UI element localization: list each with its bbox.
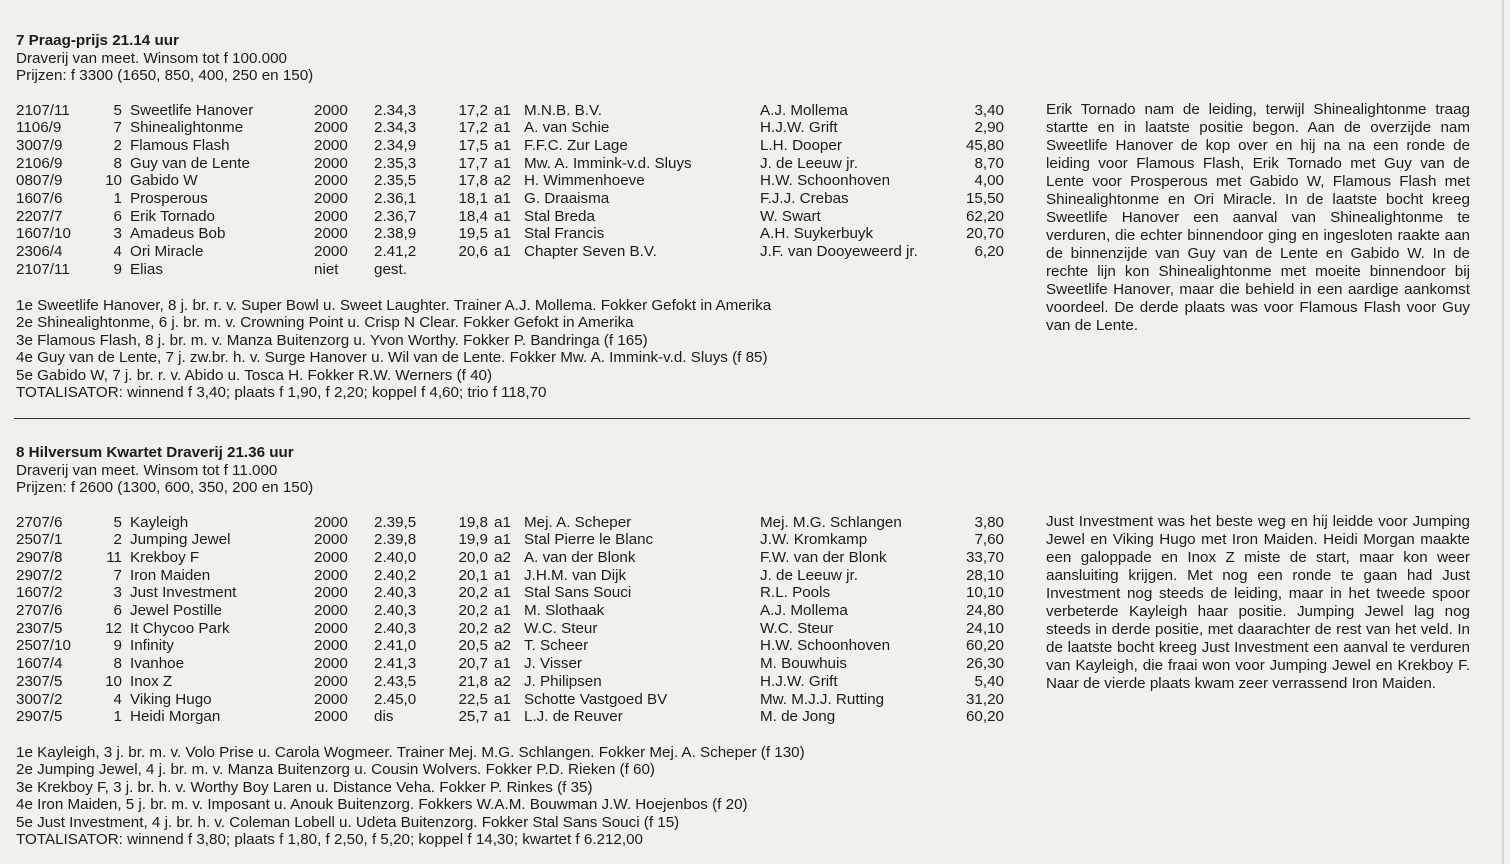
cell-dist: 2000 [314, 513, 348, 531]
cell-odds: 5,40 [974, 672, 1004, 690]
result-row [16, 514, 1004, 532]
cell-dist: 2000 [314, 584, 348, 602]
cell-start: a1 [494, 602, 511, 620]
cell-km: 17,8 [458, 172, 488, 190]
cell-dist: 2000 [314, 602, 348, 620]
cell-driver: R.L. Pools [760, 584, 831, 602]
cell-start: a1 [494, 225, 511, 243]
cell-time: 2.40,0 [374, 548, 417, 566]
cell-date: 2507/1 [16, 531, 63, 549]
cell-name: Prosperous [130, 190, 208, 208]
cell-num: 12 [105, 619, 122, 637]
cell-driver: J.W. Kromkamp [760, 531, 868, 549]
cell-driver: H.W. Schoonhoven [760, 637, 891, 655]
cell-km: 20,2 [458, 584, 488, 602]
cell-owner: M. Slothaak [524, 602, 605, 620]
cell-start: a1 [494, 708, 511, 726]
cell-km: 20,0 [458, 548, 488, 566]
cell-km: 17,2 [458, 119, 488, 137]
cell-time: 2.41,2 [374, 243, 417, 261]
cell-start: a1 [494, 101, 511, 119]
cell-date: 1607/10 [16, 225, 71, 243]
cell-owner: A. van Schie [524, 119, 610, 137]
result-row [16, 620, 1004, 638]
placing-note: 1e Sweetlife Hanover, 8 j. br. r. v. Super Bowl u. Sweet Laughter. Trainer A.J. Mollema. Fokker Gefokt in Amerika [16, 296, 772, 314]
cell-time: 2.38,9 [374, 225, 417, 243]
cell-driver: A.J. Mollema [760, 602, 848, 620]
cell-dist: 2000 [314, 619, 348, 637]
page-edge [1502, 0, 1504, 864]
cell-name: Jumping Jewel [130, 531, 231, 549]
cell-date: 1607/6 [16, 190, 63, 208]
cell-dist: 2000 [314, 119, 348, 137]
cell-start: a2 [494, 637, 511, 655]
cell-owner: Schotte Vastgoed BV [524, 690, 668, 708]
cell-date: 1106/9 [16, 119, 62, 137]
result-row [16, 261, 1004, 279]
placing-note: 2e Jumping Jewel, 4 j. br. m. v. Manza Buitenzorg u. Cousin Wolvers. Fokker P.D. Rieken (f 60) [16, 761, 655, 779]
cell-num: 3 [113, 225, 122, 243]
section-divider [14, 418, 1470, 419]
cell-odds: 6,20 [974, 243, 1004, 261]
cell-km: 20,2 [458, 602, 488, 620]
cell-driver: Mw. M.J.J. Rutting [760, 690, 885, 708]
placing-note: 3e Flamous Flash, 8 j. br. m. v. Manza Buitenzorg u. Yvon Worthy. Fokker P. Bandringa (f 165) [16, 331, 648, 349]
cell-owner: Chapter Seven B.V. [524, 243, 657, 261]
cell-num: 11 [106, 548, 122, 566]
race-7-title: 7 Praag-prijs 21.14 uur [16, 32, 179, 49]
cell-dist: 2000 [314, 154, 348, 172]
cell-dist: 2000 [314, 190, 348, 208]
cell-name: Amadeus Bob [130, 225, 226, 243]
cell-num: 3 [113, 584, 122, 602]
cell-dist: 2000 [314, 207, 348, 225]
placing-note: 2e Shinealightonme, 6 j. br. m. v. Crowning Point u. Crisp N Clear. Fokker Gefokt in Amerika [16, 314, 634, 332]
cell-odds: 20,70 [965, 225, 1004, 243]
cell-start: a1 [494, 154, 511, 172]
cell-num: 2 [113, 531, 122, 549]
cell-dist: 2000 [314, 172, 348, 190]
cell-time: 2.36,7 [374, 207, 417, 225]
cell-time: dis [374, 708, 394, 726]
result-row [16, 155, 1004, 173]
cell-start: a1 [494, 190, 511, 208]
cell-num: 4 [113, 243, 122, 261]
cell-driver: F.W. van der Blonk [760, 548, 887, 566]
cell-driver: A.H. Suykerbuyk [760, 225, 874, 243]
cell-time: 2.40,3 [374, 619, 417, 637]
totalisator-line: TOTALISATOR: winnend f 3,80; plaats f 1,80, f 2,50, f 5,20; koppel f 14,30; kwartet f 6.212,00 [16, 831, 643, 849]
result-row [16, 567, 1004, 585]
cell-km: 19,8 [458, 513, 488, 531]
result-row [16, 691, 1004, 709]
cell-km: 18,1 [458, 190, 488, 208]
cell-owner: J. Philipsen [524, 672, 602, 690]
cell-num: 1 [113, 708, 122, 726]
cell-num: 7 [113, 566, 122, 584]
cell-driver: J. de Leeuw jr. [760, 566, 858, 584]
cell-name: Jewel Postille [130, 602, 223, 620]
cell-time: 2.40,3 [374, 584, 417, 602]
cell-num: 5 [113, 101, 122, 119]
cell-km [444, 261, 494, 279]
cell-odds: 10,10 [965, 584, 1004, 602]
cell-dist: 2000 [314, 548, 348, 566]
placing-note: 4e Guy van de Lente, 7 j. zw.br. h. v. Surge Hanover u. Wil van de Lente. Fokker Mw. A. Immink-v.d. Sluys (f 85) [16, 349, 768, 367]
cell-driver: W. Swart [760, 207, 821, 225]
cell-owner: G. Draaisma [524, 190, 610, 208]
cell-date: 3007/2 [16, 690, 63, 708]
race-8-title: 8 Hilversum Kwartet Draverij 21.36 uur [16, 444, 294, 461]
cell-km: 20,5 [458, 637, 488, 655]
cell-start: a1 [494, 243, 511, 261]
cell-date: 3007/9 [16, 136, 63, 154]
cell-time: 2.40,2 [374, 566, 417, 584]
cell-dist: 2000 [314, 672, 348, 690]
cell-km: 17,2 [458, 101, 488, 119]
cell-time: 2.34,3 [374, 119, 417, 137]
cell-start: a1 [494, 690, 511, 708]
cell-km: 20,1 [458, 566, 488, 584]
cell-time: 2.43,5 [374, 672, 417, 690]
cell-date: 2106/9 [16, 154, 63, 172]
race-8-conditions: Draverij van meet. Winsom tot f 11.000 [16, 461, 278, 479]
cell-time: 2.34,9 [374, 136, 417, 154]
cell-driver: A.J. Mollema [760, 101, 848, 119]
cell-num: 6 [113, 207, 122, 225]
cell-time: 2.36,1 [374, 190, 417, 208]
cell-dist: 2000 [314, 655, 348, 673]
cell-time: 2.35,3 [374, 154, 417, 172]
cell-name: Ori Miracle [130, 243, 204, 261]
cell-start: a1 [494, 655, 511, 673]
cell-name: Sweetlife Hanover [130, 101, 254, 119]
placing-note: 5e Gabido W, 7 j. br. r. v. Abido u. Tosca H. Fokker R.W. Werners (f 40) [16, 366, 493, 384]
cell-odds: 7,60 [974, 531, 1004, 549]
cell-owner: A. van der Blonk [524, 548, 636, 566]
cell-dist: niet [314, 260, 339, 278]
cell-date: 2907/5 [16, 708, 63, 726]
cell-time: 2.41,3 [374, 655, 417, 673]
cell-owner: Stal Francis [524, 225, 605, 243]
cell-km: 17,7 [458, 154, 488, 172]
result-row [16, 673, 1004, 691]
result-row [16, 102, 1004, 120]
cell-num: 6 [113, 602, 122, 620]
cell-time: 2.35,5 [374, 172, 417, 190]
cell-owner: Mw. A. Immink-v.d. Sluys [524, 154, 692, 172]
totalisator-line: TOTALISATOR: winnend f 3,40; plaats f 1,90, f 2,20; koppel f 4,60; trio f 118,70 [16, 384, 547, 402]
cell-odds: 45,80 [965, 136, 1004, 154]
cell-owner: Stal Sans Souci [524, 584, 632, 602]
cell-dist: 2000 [314, 637, 348, 655]
cell-km: 21,8 [458, 672, 488, 690]
cell-start: a1 [494, 207, 511, 225]
result-row [16, 655, 1004, 673]
cell-name: Inox Z [130, 672, 173, 690]
cell-owner: L.J. de Reuver [524, 708, 623, 726]
cell-num: 8 [113, 154, 122, 172]
cell-start: a1 [494, 513, 511, 531]
cell-time: 2.45,0 [374, 690, 417, 708]
cell-owner: J. Visser [524, 655, 582, 673]
cell-dist: 2000 [314, 690, 348, 708]
cell-odds: 3,40 [974, 101, 1004, 119]
cell-name: Shinealightonme [130, 119, 244, 137]
placing-note: 4e Iron Maiden, 5 j. br. m. v. Imposant u. Anouk Buitenzorg. Fokkers W.A.M. Bouwman J.W. Hoejenbos (f 20) [16, 796, 748, 814]
cell-num: 10 [105, 672, 122, 690]
cell-driver: M. de Jong [760, 708, 836, 726]
cell-num: 1 [113, 190, 122, 208]
cell-name: Viking Hugo [130, 690, 212, 708]
cell-owner: F.F.C. Zur Lage [524, 136, 628, 154]
cell-date: 2707/6 [16, 513, 63, 531]
cell-odds: 28,10 [965, 566, 1004, 584]
cell-date: 1607/4 [16, 655, 63, 673]
cell-date: 2107/11 [16, 260, 70, 278]
cell-date: 2507/10 [16, 637, 71, 655]
cell-name: It Chycoo Park [130, 619, 230, 637]
cell-name: Infinity [130, 637, 174, 655]
cell-date: 2907/8 [16, 548, 63, 566]
cell-odds: 60,20 [965, 637, 1004, 655]
cell-odds: 31,20 [965, 690, 1004, 708]
cell-driver: J.F. van Dooyeweerd jr. [760, 243, 918, 261]
cell-odds: 8,70 [974, 154, 1004, 172]
cell-owner [524, 261, 760, 279]
cell-odds: 26,30 [965, 655, 1004, 673]
cell-start: a2 [494, 548, 511, 566]
cell-date: 2306/4 [16, 243, 63, 261]
cell-time: gest. [374, 260, 407, 278]
cell-date: 2207/7 [16, 207, 63, 225]
cell-time: 2.34,3 [374, 101, 417, 119]
cell-start: a2 [494, 172, 511, 190]
cell-name: Elias [130, 260, 163, 278]
cell-date: 1607/2 [16, 584, 63, 602]
cell-owner: Mej. A. Scheper [524, 513, 632, 531]
cell-owner: Stal Pierre le Blanc [524, 531, 654, 549]
result-row [16, 172, 1004, 190]
cell-km: 19,5 [458, 225, 488, 243]
cell-odds: 60,20 [965, 708, 1004, 726]
cell-start: a1 [494, 584, 511, 602]
cell-odds: 2,90 [974, 119, 1004, 137]
cell-num: 7 [113, 119, 122, 137]
cell-start: a1 [494, 566, 511, 584]
cell-dist: 2000 [314, 531, 348, 549]
cell-start: a1 [494, 136, 511, 154]
cell-date: 0807/9 [16, 172, 63, 190]
result-row [16, 208, 1004, 226]
cell-dist: 2000 [314, 101, 348, 119]
cell-time: 2.39,8 [374, 531, 417, 549]
result-row [16, 602, 1004, 620]
cell-km: 22,5 [458, 690, 488, 708]
cell-name: Heidi Morgan [130, 708, 221, 726]
cell-driver: J. de Leeuw jr. [760, 154, 858, 172]
placing-note: 5e Just Investment, 4 j. br. h. v. Coleman Lobell u. Udeta Buitenzorg. Fokker Stal Sans Souci (f 15) [16, 813, 680, 831]
result-row [16, 190, 1004, 208]
cell-odds: 33,70 [965, 548, 1004, 566]
cell-owner: H. Wimmenhoeve [524, 172, 645, 190]
cell-num: 9 [113, 637, 122, 655]
cell-name: Guy van de Lente [130, 154, 250, 172]
race-7-section [16, 32, 1476, 402]
cell-date: 2307/5 [16, 672, 63, 690]
cell-driver: H.J.W. Grift [760, 672, 838, 690]
race-8-notes [16, 744, 1476, 849]
cell-date: 2107/11 [16, 101, 70, 119]
cell-owner: J.H.M. van Dijk [524, 566, 627, 584]
cell-time: 2.39,5 [374, 513, 417, 531]
cell-num: 2 [113, 136, 122, 154]
cell-odds [940, 261, 1004, 279]
cell-owner: T. Scheer [524, 637, 589, 655]
cell-num: 8 [113, 655, 122, 673]
cell-num: 5 [113, 513, 122, 531]
cell-time: 2.40,3 [374, 602, 417, 620]
cell-dist: 2000 [314, 243, 348, 261]
cell-start [494, 261, 524, 279]
cell-dist: 2000 [314, 708, 348, 726]
cell-owner: W.C. Steur [524, 619, 598, 637]
cell-name: Kayleigh [130, 513, 189, 531]
race-8-results-table [16, 514, 1004, 726]
placing-note: 3e Krekboy F, 3 j. br. h. v. Worthy Boy Laren u. Distance Veha. Fokker P. Rinkes (f 35) [16, 778, 593, 796]
placing-note: 1e Kayleigh, 3 j. br. m. v. Volo Prise u. Carola Wogmeer. Trainer Mej. M.G. Schlangen. Fokker Mej. A. Scheper (f 130) [16, 743, 805, 761]
result-row [16, 549, 1004, 567]
cell-name: Flamous Flash [130, 136, 230, 154]
cell-km: 20,6 [458, 243, 488, 261]
cell-km: 20,2 [458, 619, 488, 637]
cell-start: a2 [494, 619, 511, 637]
cell-name: Just Investment [130, 584, 237, 602]
cell-num: 9 [113, 260, 122, 278]
cell-start: a1 [494, 531, 511, 549]
cell-date: 2907/2 [16, 566, 63, 584]
cell-name: Iron Maiden [130, 566, 211, 584]
cell-km: 18,4 [458, 207, 488, 225]
cell-date: 2307/5 [16, 619, 63, 637]
cell-km: 20,7 [458, 655, 488, 673]
result-row [16, 637, 1004, 655]
race-8-comment: Just Investment was het beste weg en hij leidde voor Jumping Jewel en Viking Hugo met Iron Maiden. Heidi Morgan maakte een galoppade en Inox Z miste de start, maar kon weer aansluiting krijgen. Met nog een ronde te gaan had Just Investment nog steeds de leiding, maar in het tweede spoor verbeterde Kayleigh haar positie. Jumping Jewel lag nog steeds in derde positie, met daarachter de rest van het veld. In de laatste bocht kreeg Just Investment een aanval te verduren van Kayleigh, die fraai won voor Jumping Jewel en Krekboy F. Naar de vierde plaats kwam zeer verrassend Iron Maiden. [1046, 513, 1470, 692]
cell-date: 2707/6 [16, 602, 63, 620]
result-row [16, 584, 1004, 602]
cell-odds: 4,00 [974, 172, 1004, 190]
cell-odds: 24,10 [965, 619, 1004, 637]
result-row [16, 708, 1004, 726]
cell-name: Gabido W [130, 172, 198, 190]
race-8-prizes: Prijzen: f 2600 (1300, 600, 350, 200 en 150) [16, 479, 314, 496]
cell-name: Krekboy F [130, 548, 200, 566]
cell-dist: 2000 [314, 136, 348, 154]
race-8-section [16, 444, 1476, 849]
cell-odds: 3,80 [974, 513, 1004, 531]
cell-km: 19,9 [458, 531, 488, 549]
result-row [16, 243, 1004, 261]
cell-driver: H.W. Schoonhoven [760, 172, 891, 190]
race-7-prizes: Prijzen: f 3300 (1650, 850, 400, 250 en 150) [16, 67, 314, 84]
cell-km: 25,7 [458, 708, 488, 726]
result-row [16, 225, 1004, 243]
cell-dist: 2000 [314, 225, 348, 243]
cell-num: 10 [105, 172, 122, 190]
cell-driver: H.J.W. Grift [760, 119, 838, 137]
result-row [16, 119, 1004, 137]
cell-name: Erik Tornado [130, 207, 215, 225]
cell-start: a1 [494, 119, 511, 137]
cell-start: a2 [494, 672, 511, 690]
cell-odds: 15,50 [965, 190, 1004, 208]
cell-driver [760, 261, 940, 279]
race-7-conditions: Draverij van meet. Winsom tot f 100.000 [16, 49, 287, 67]
cell-owner: Stal Breda [524, 207, 595, 225]
race-7-results-table [16, 102, 1004, 279]
cell-time: 2.41,0 [374, 637, 417, 655]
cell-owner: M.N.B. B.V. [524, 101, 602, 119]
cell-name: Ivanhoe [130, 655, 185, 673]
race-7-comment: Erik Tornado nam de leiding, terwijl Shinealightonme traag startte en in laatste positie begon. Aan de overzijde nam Sweetlife Hanover de kop over en hij na na een ronde de leiding voor Flamous Flash, Erik Tornado met Guy van de Lente voor Prosperous met Gabido W, Flamous Flash met Shinealightonme en Ori Miracle. In de laatste bocht kreeg Sweetlife Hanover een aanval van Shinealightonme te verduren, die echter binnendoor ging en ingesloten raakte aan de binnenzijde van Guy van de Lente en Gabido W. In de rechte lijn kon Shinealightonme met moeite binnendoor bij Sweetlife Hanover, maar die behield in een aardige aankomst voordeel. De derde plaats was voor Flamous Flash voor Guy van de Lente. [1046, 101, 1470, 334]
cell-dist: 2000 [314, 566, 348, 584]
cell-odds: 62,20 [965, 207, 1004, 225]
cell-driver: F.J.J. Crebas [760, 190, 849, 208]
cell-driver: Mej. M.G. Schlangen [760, 513, 902, 531]
cell-driver: W.C. Steur [760, 619, 834, 637]
cell-km: 17,5 [458, 136, 488, 154]
cell-num: 4 [113, 690, 122, 708]
cell-odds: 24,80 [965, 602, 1004, 620]
cell-driver: L.H. Dooper [760, 136, 842, 154]
cell-driver: M. Bouwhuis [760, 655, 847, 673]
result-row [16, 531, 1004, 549]
result-row [16, 137, 1004, 155]
